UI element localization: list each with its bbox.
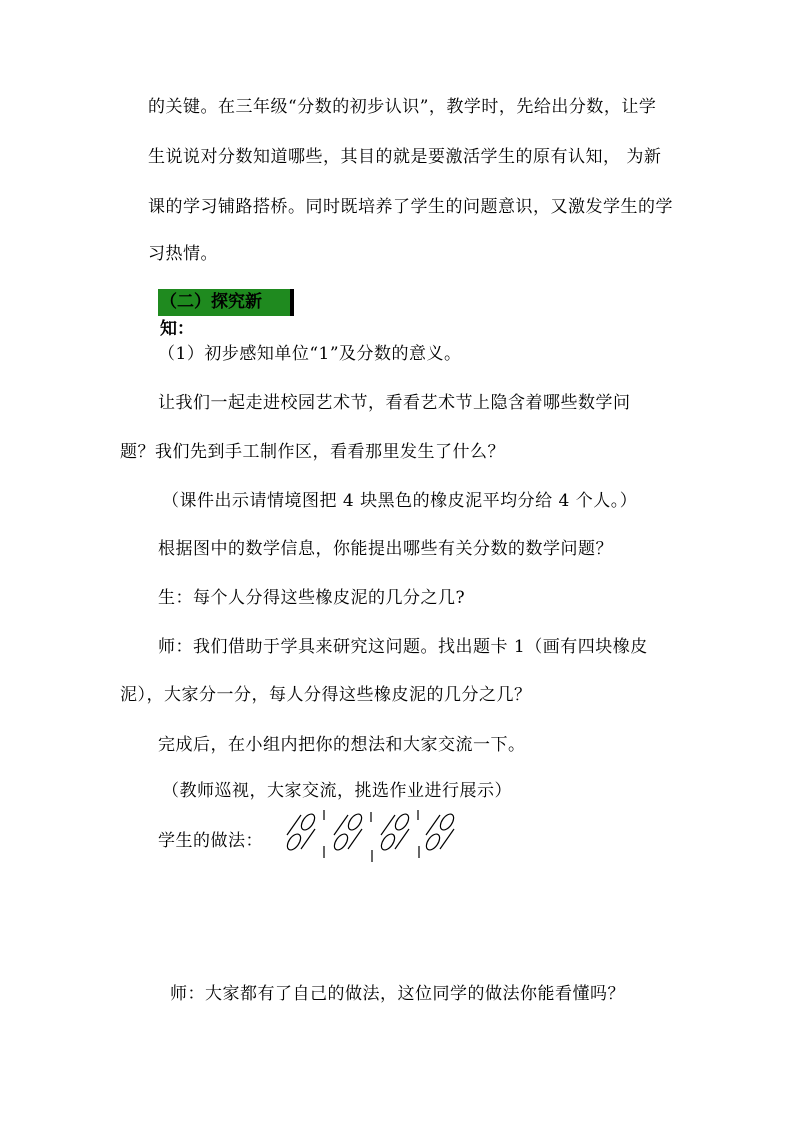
paragraph-line: 根据图中的数学信息，你能提出哪些有关分数的数学问题？ [158, 539, 613, 559]
paragraph-line: 题？我们先到手工制作区，看看那里发生了什么？ [120, 442, 505, 462]
figure-caption: 学生的做法： [158, 831, 263, 851]
paragraph-line: 习热情。 [148, 244, 218, 264]
subsection-title: （1）初步感知单位“1”及分数的意义。 [158, 344, 462, 364]
paragraph-line: 师：我们借助于学具来研究这问题。找出题卡 1（画有四块橡皮 [158, 637, 648, 657]
paragraph-line: 完成后，在小组内把你的想法和大家交流一下。 [158, 735, 526, 755]
paragraph-line: 课的学习铺路搭桥。同时既培养了学生的问题意识，又激发学生的学 [148, 197, 673, 217]
paragraph-line: 泥），大家分一分，每人分得这些橡皮泥的几分之几？ [120, 685, 532, 705]
paragraph-line: 生：每个人分得这些橡皮泥的几分之几? [158, 588, 466, 608]
text-cursor [290, 289, 294, 316]
paragraph-line: （课件出示请情境图把 4 块黑色的橡皮泥平均分给 4 个人。） [162, 491, 638, 511]
clay-cylinder-icon [379, 812, 412, 852]
clay-cylinder-icon [332, 812, 365, 852]
paragraph-line: 让我们一起走进校园艺术节，看看艺术节上隐含着哪些数学问 [158, 393, 631, 413]
clay-cylinder-icon [285, 812, 318, 852]
section-heading: （二）探究新知： [158, 289, 290, 316]
paragraph-line: 师：大家都有了自己的做法，这位同学的做法你能看懂吗？ [170, 984, 625, 1004]
paragraph-line: 生说说对分数知道哪些，其目的就是要激活学生的原有认知， 为新 [148, 147, 662, 167]
clay-cylinder-icon [424, 812, 457, 852]
paragraph-line: （教师巡视，大家交流，挑选作业进行展示） [162, 781, 512, 801]
clay-cylinders-figure [282, 808, 462, 868]
paragraph-line: 的关键。在三年级“分数的初步认识”，教学时，先给出分数，让学 [148, 97, 657, 117]
